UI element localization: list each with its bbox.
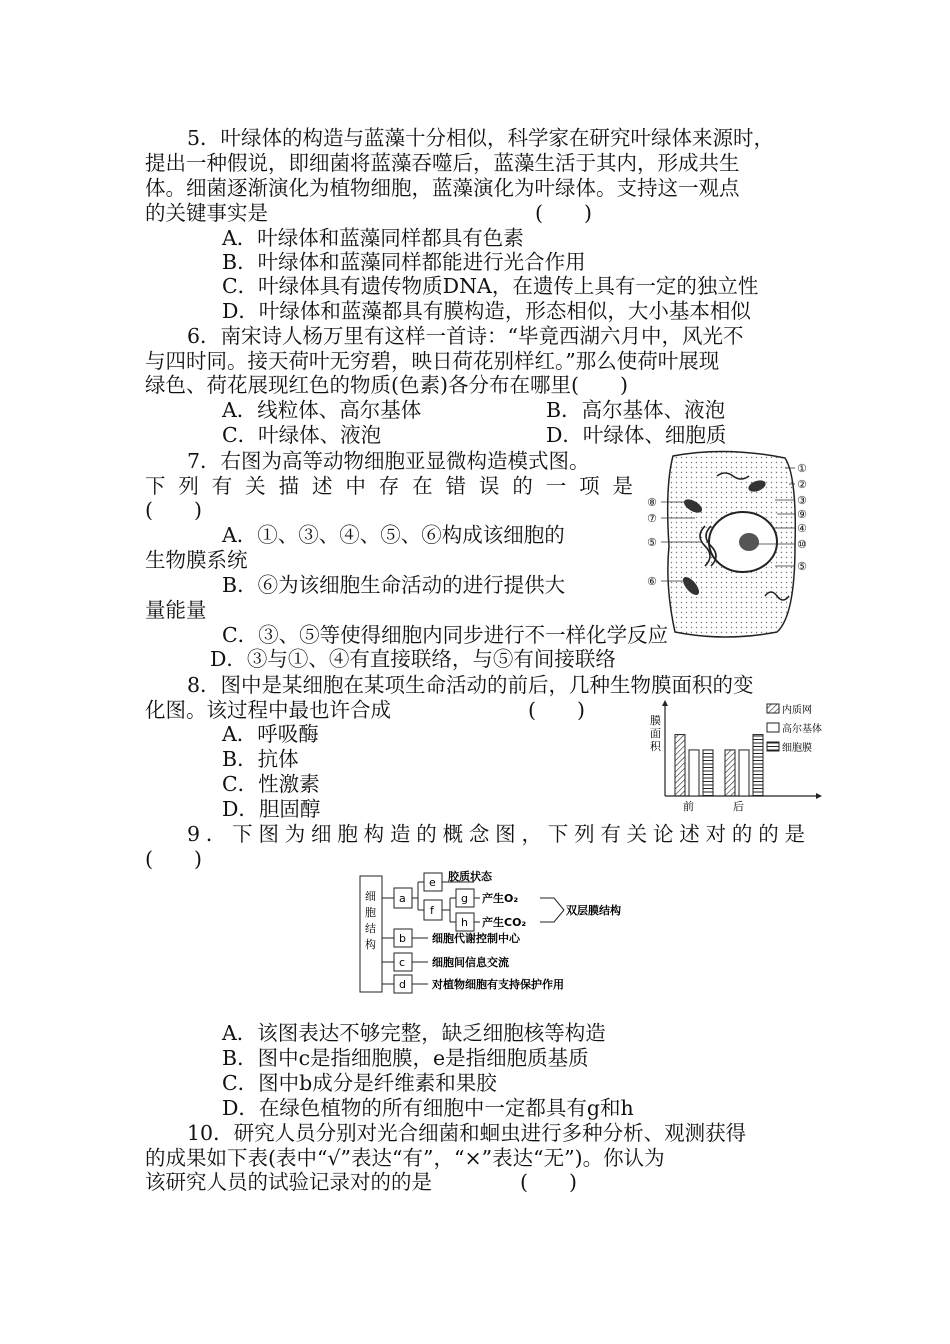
- q6-line-2: 与四时同。接天荷叶无穷碧，映日荷花别样红。”那么使荷叶展现: [145, 349, 720, 373]
- legend-swatch-0: [767, 704, 779, 713]
- label-double-membrane: 双层膜结构: [566, 904, 621, 917]
- legend-label-2: 细胞膜: [782, 743, 812, 754]
- q9-option-b: B．图中c是指细胞膜，e是指细胞质基质: [222, 1046, 589, 1070]
- q6-line-3: 绿色、荷花展现红色的物质(色素)各分布在哪里( ): [145, 373, 628, 397]
- cell-label-l1: ⑧: [647, 496, 657, 509]
- q7-line-1: 7．右图为高等动物细胞亚显微构造模式图。: [187, 449, 590, 473]
- q9-line-2: ( ): [145, 847, 202, 871]
- node-c: c: [399, 956, 406, 969]
- cell-label-r1: ①: [797, 462, 807, 475]
- root-char-1: 细: [365, 890, 376, 903]
- label-e: 胶质状态: [448, 870, 492, 883]
- root-char-4: 构: [365, 938, 376, 951]
- cell-label-r3: ③: [797, 494, 807, 507]
- q10-line-1: 10．研究人员分别对光合细菌和蛔虫进行多种分析、观测获得: [187, 1121, 747, 1145]
- node-g: g: [461, 892, 468, 905]
- q7-option-a: A．①、③、④、⑤、⑥构成该细胞的: [222, 523, 565, 547]
- q7-option-c: C．③、⑤等使得细胞内同步进行不一样化学反应: [222, 623, 669, 647]
- chart-ylabel-3: 积: [650, 740, 661, 753]
- cell-label-r7: ⑤: [797, 560, 807, 573]
- membrane-area-chart: [645, 700, 825, 819]
- root-char-2: 胞: [365, 906, 376, 919]
- legend-swatch-1: [767, 723, 779, 732]
- q6-option-a: A．线粒体、高尔基体: [222, 398, 422, 422]
- chart-ylabel-1: 膜: [650, 714, 661, 727]
- cell-label-l2: ⑦: [647, 512, 657, 525]
- q7-line-3: ( ): [145, 498, 202, 522]
- cell-label-l4: ⑥: [647, 575, 657, 588]
- q10-answer-paren: ( ): [520, 1170, 577, 1194]
- legend-label-1: 高尔基体: [782, 724, 822, 735]
- q7-option-b: B．⑥为该细胞生命活动的进行提供大: [222, 573, 566, 597]
- q8-option-c: C．性激素: [222, 772, 320, 796]
- label-c: 细胞间信息交流: [432, 956, 509, 969]
- q7-option-b-cont: 量能量: [145, 598, 207, 622]
- x-tick-label-1: 后: [733, 800, 744, 813]
- label-b: 细胞代谢控制中心: [432, 932, 520, 945]
- q7-option-a-cont: 生物膜系统: [145, 548, 248, 572]
- node-d: d: [399, 978, 406, 991]
- q5-option-c: C．叶绿体具有遗传物质DNA，在遗传上具有一定的独立性: [222, 274, 759, 298]
- q6-option-c: C．叶绿体、液泡: [222, 423, 382, 447]
- q5-option-b: B．叶绿体和蓝藻同样都能进行光合作用: [222, 250, 586, 274]
- node-e: e: [429, 876, 436, 889]
- q5-answer-paren: ( ): [535, 201, 592, 225]
- q9-option-d: D．在绿色植物的所有细胞中一定都具有g和h: [222, 1096, 634, 1120]
- bar-1-0: [689, 750, 699, 796]
- cell-label-r4: ⑨: [797, 508, 807, 521]
- label-h: 产生CO₂: [482, 916, 527, 929]
- q5-line-1: 5．叶绿体的构造与蓝藻十分相似，科学家在研究叶绿体来源时，: [187, 126, 775, 150]
- q6-option-d: D．叶绿体、细胞质: [546, 423, 727, 447]
- root-char-3: 结: [365, 922, 376, 935]
- cell-label-r6: ⑩: [797, 538, 807, 551]
- bar-0-1: [725, 750, 735, 796]
- chart-ylabel-2: 面: [650, 727, 661, 740]
- x-tick-label-0: 前: [683, 800, 694, 813]
- bar-2-1: [753, 735, 763, 796]
- q9-line-1: 9．下图为细胞构造的概念图，下列有关论述对的的是: [187, 822, 805, 846]
- q9-option-c: C．图中b成分是纤维素和果胶: [222, 1071, 497, 1095]
- q9-option-a: A．该图表达不够完整，缺乏细胞核等构造: [222, 1021, 606, 1045]
- cell-label-r2: ②: [797, 478, 807, 491]
- cell-label-l3: ⑤: [647, 536, 657, 549]
- q10-line-2: 的成果如下表(表中“√”表达“有”，“×”表达“无”)。你认为: [145, 1146, 665, 1170]
- q7-option-d: D．③与①、④有直接联络，与⑤有间接联络: [210, 647, 616, 671]
- q8-option-a: A．呼吸酶: [222, 722, 319, 746]
- node-h: h: [461, 916, 468, 929]
- q8-option-d: D．胆固醇: [222, 797, 321, 821]
- q7-line-2: 下列有关描述中存在错误的一项是: [145, 474, 633, 498]
- node-f: f: [430, 904, 434, 917]
- label-d: 对植物细胞有支持保护作用: [432, 978, 564, 991]
- q8-option-b: B．抗体: [222, 747, 299, 771]
- cell-label-r5: ④: [797, 522, 807, 535]
- animal-cell-diagram: [645, 446, 825, 648]
- q5-option-a: A．叶绿体和蓝藻同样都具有色素: [222, 226, 524, 250]
- q8-line-1: 8．图中是某细胞在某项生命活动的前后，几种生物膜面积的变: [187, 673, 754, 697]
- node-b: b: [399, 932, 406, 945]
- label-g: 产生O₂: [482, 892, 519, 905]
- cell-structure-concept-map: [358, 868, 648, 1004]
- node-a: a: [399, 892, 406, 905]
- bar-0-0: [675, 735, 685, 796]
- legend-label-0: 内质网: [782, 705, 812, 716]
- q5-line-4: 的关键事实是: [145, 201, 268, 225]
- q6-line-1: 6．南宋诗人杨万里有这样一首诗：“毕竟西湖六月中，风光不: [187, 324, 744, 348]
- q8-answer-paren: ( ): [528, 698, 585, 722]
- q10-line-3: 该研究人员的试验记录对的的是: [145, 1170, 432, 1194]
- q5-line-3: 体。细菌逐渐演化为植物细胞，蓝藻演化为叶绿体。支持这一观点: [145, 176, 740, 200]
- bar-1-1: [739, 750, 749, 796]
- bar-2-0: [703, 750, 713, 796]
- q5-option-d: D．叶绿体和蓝藻都具有膜构造，形态相似，大小基本相似: [222, 299, 751, 323]
- q8-line-2: 化图。该过程中最也许合成: [145, 698, 391, 722]
- q6-option-b: B．高尔基体、液泡: [546, 398, 726, 422]
- legend-swatch-2: [767, 742, 779, 751]
- q5-line-2: 提出一种假说，即细菌将蓝藻吞噬后，蓝藻生活于其内，形成共生: [145, 151, 740, 175]
